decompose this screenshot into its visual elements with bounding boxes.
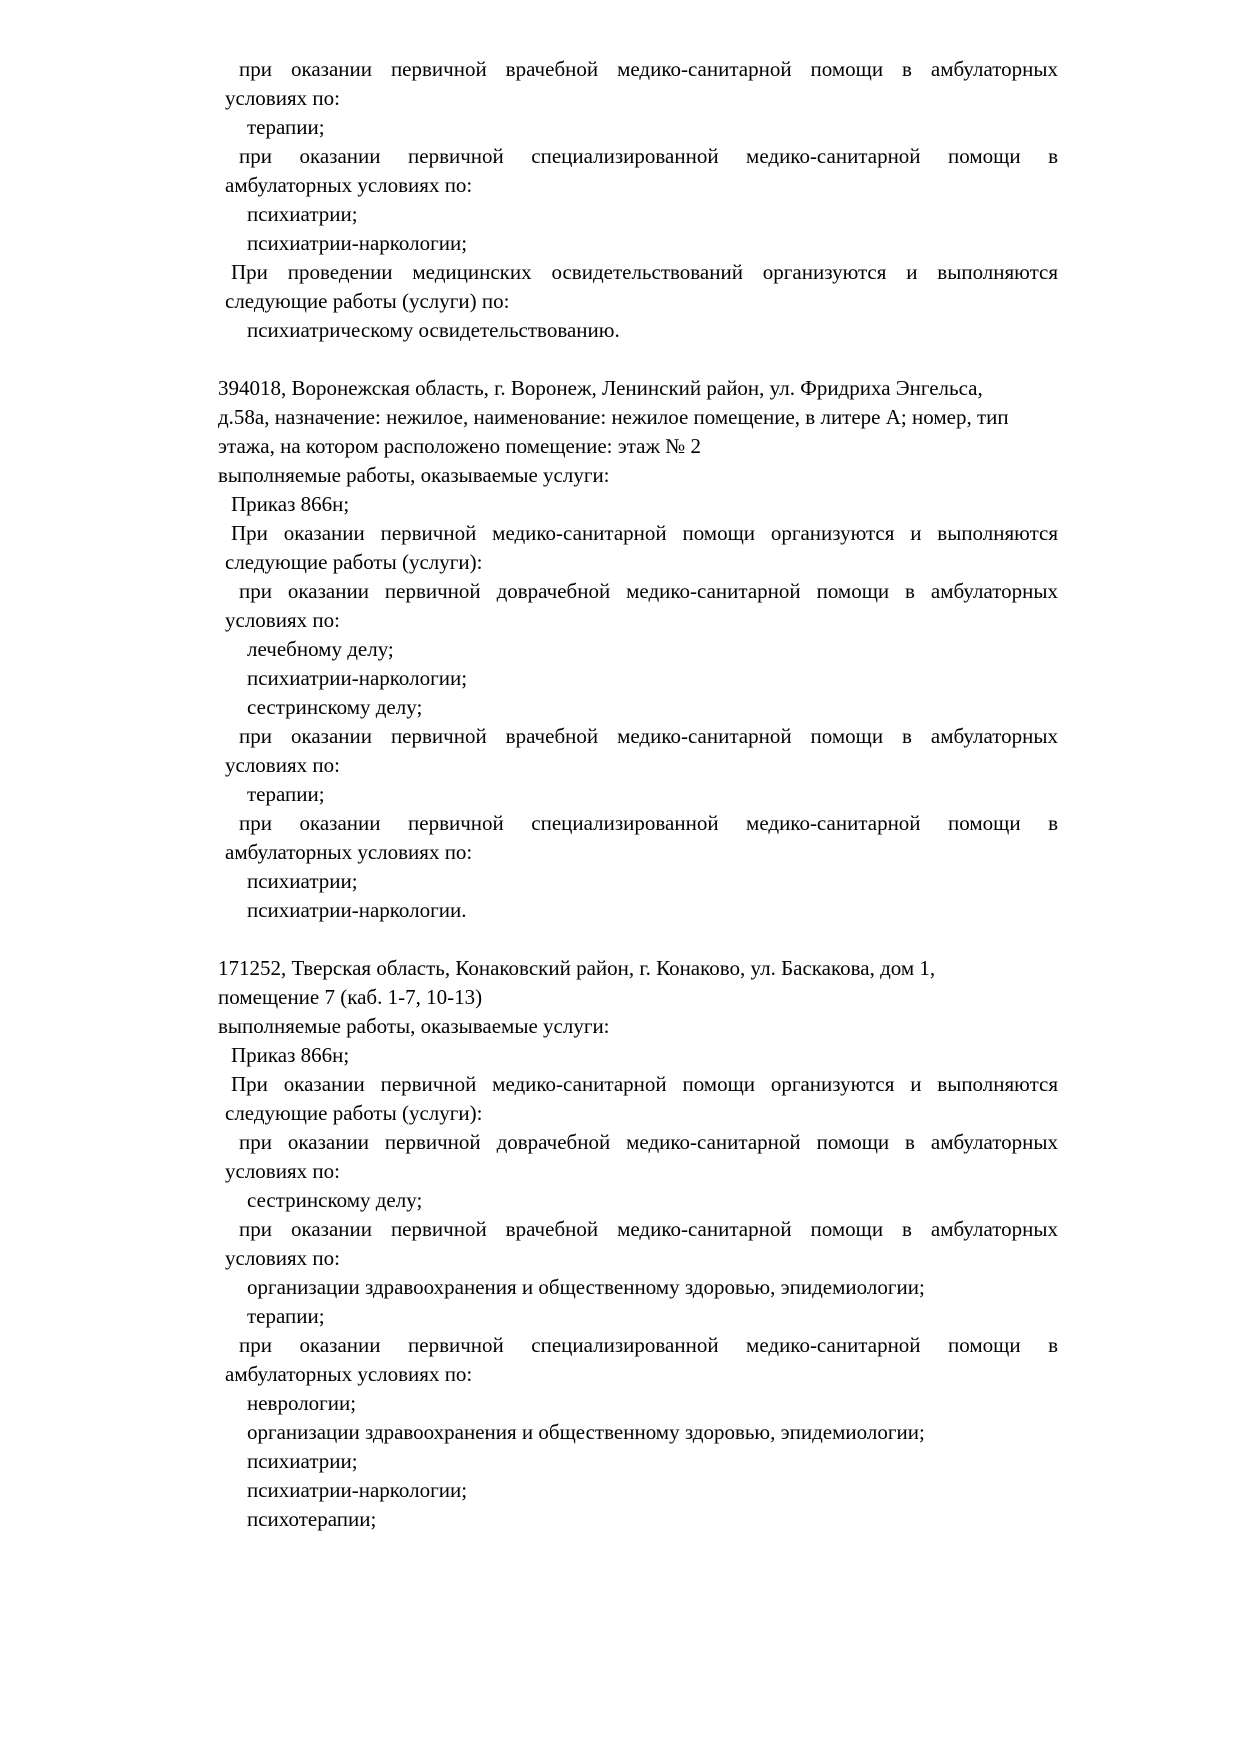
service-clause-line: при оказании первичной доврачебной медико-санитарной помощи в амбулаторных — [239, 1130, 1058, 1154]
service-clause-line: условиях по: — [225, 753, 340, 777]
order-ref-line: Приказ 866н; — [231, 1043, 350, 1067]
service-item-line: психиатрическому освидетельствованию. — [247, 318, 620, 342]
service-item-line: терапии; — [247, 1304, 325, 1328]
service-item-line: организации здравоохранения и общественному здоровью, эпидемиологии; — [247, 1275, 925, 1299]
service-item-line: психиатрии-наркологии; — [247, 666, 468, 690]
service-clause-line: амбулаторных условиях по: — [225, 173, 473, 197]
section-address-voronezh — [218, 374, 1058, 925]
section-address-konakovo — [218, 954, 1058, 1534]
works-header-line: выполняемые работы, оказываемые услуги: — [218, 463, 610, 487]
service-item-line: психиатрии-наркологии; — [247, 231, 468, 255]
service-item-line: терапии; — [247, 115, 325, 139]
service-clause-line: условиях по: — [225, 86, 340, 110]
service-clause-line: При проведении медицинских освидетельствований организуются и выполняются — [231, 260, 1058, 284]
service-clause-line: условиях по: — [225, 1246, 340, 1270]
document-body — [218, 55, 1058, 1534]
service-clause-line: при оказании первичной врачебной медико-санитарной помощи в амбулаторных — [239, 724, 1058, 748]
service-item-line: неврологии; — [247, 1391, 357, 1415]
service-clause-line: При оказании первичной медико-санитарной помощи организуются и выполняются — [231, 521, 1058, 545]
address-line: 394018, Воронежская область, г. Воронеж, Ленинский район, ул. Фридриха Энгельса, — [218, 376, 983, 400]
service-clause-line: следующие работы (услуги): — [225, 550, 483, 574]
service-clause-line: при оказании первичной специализированной медико-санитарной помощи в — [239, 144, 1058, 168]
works-header-line: выполняемые работы, оказываемые услуги: — [218, 1014, 610, 1038]
service-item-line: сестринскому делу; — [247, 695, 423, 719]
service-item-line: психиатрии-наркологии. — [247, 898, 467, 922]
address-line: этажа, на котором расположено помещение: этаж № 2 — [218, 434, 702, 458]
service-clause-line: при оказании первичной специализированной медико-санитарной помощи в — [239, 811, 1058, 835]
service-clause-line: при оказании первичной доврачебной медико-санитарной помощи в амбулаторных — [239, 579, 1058, 603]
address-line: помещение 7 (каб. 1-7, 10-13) — [218, 985, 483, 1009]
service-clause-line: при оказании первичной специализированной медико-санитарной помощи в — [239, 1333, 1058, 1357]
service-item-line: психиатрии; — [247, 1449, 358, 1473]
service-clause-line: амбулаторных условиях по: — [225, 1362, 473, 1386]
address-line: д.58а, назначение: нежилое, наименование: нежилое помещение, в литере А; номер, тип — [218, 405, 1009, 429]
service-item-line: терапии; — [247, 782, 325, 806]
service-item-line: сестринскому делу; — [247, 1188, 423, 1212]
service-clause-line: при оказании первичной врачебной медико-санитарной помощи в амбулаторных — [239, 57, 1058, 81]
address-line: 171252, Тверская область, Конаковский район, г. Конаково, ул. Баскакова, дом 1, — [218, 956, 936, 980]
service-item-line: организации здравоохранения и общественному здоровью, эпидемиологии; — [247, 1420, 925, 1444]
service-clause-line: условиях по: — [225, 608, 340, 632]
service-item-line: психиатрии; — [247, 202, 358, 226]
service-clause-line: следующие работы (услуги) по: — [225, 289, 510, 313]
service-item-line: психиатрии; — [247, 869, 358, 893]
service-item-line: психиатрии-наркологии; — [247, 1478, 468, 1502]
section-services-continuation — [218, 55, 1058, 345]
service-clause-line: условиях по: — [225, 1159, 340, 1183]
service-item-line: лечебному делу; — [247, 637, 394, 661]
service-item-line: психотерапии; — [247, 1507, 377, 1531]
service-clause-line: амбулаторных условиях по: — [225, 840, 473, 864]
order-ref-line: Приказ 866н; — [231, 492, 350, 516]
service-clause-line: при оказании первичной врачебной медико-санитарной помощи в амбулаторных — [239, 1217, 1058, 1241]
service-clause-line: При оказании первичной медико-санитарной помощи организуются и выполняются — [231, 1072, 1058, 1096]
service-clause-line: следующие работы (услуги): — [225, 1101, 483, 1125]
